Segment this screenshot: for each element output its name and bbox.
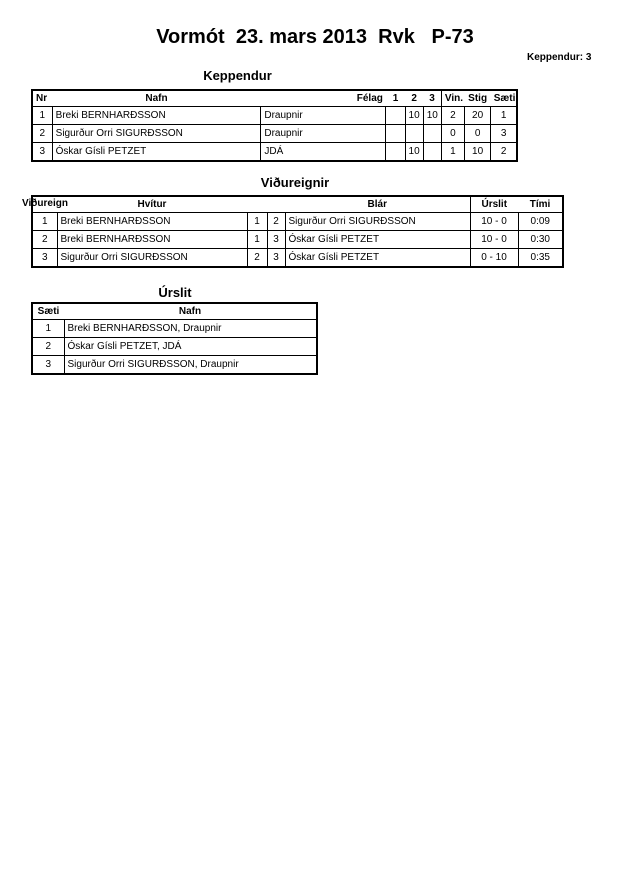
cell-match-nr: 3 <box>32 249 57 268</box>
col-header-saeti: Sæti <box>32 303 64 320</box>
cell-blar-nr: 2 <box>267 213 285 231</box>
table-row <box>32 107 517 125</box>
cell-urslit: 0 - 10 <box>470 249 518 268</box>
table-row <box>32 249 563 268</box>
cell-round-2 <box>405 125 423 143</box>
cell-nafn: Breki BERNHARÐSSON <box>52 107 261 125</box>
table-row <box>32 231 563 249</box>
cell-blar: Óskar Gísli PETZET <box>285 231 470 249</box>
cell-felag: Draupnir <box>261 107 386 125</box>
table-row <box>32 125 517 143</box>
table-row <box>32 143 517 162</box>
vidureignir-table <box>31 195 564 268</box>
participant-count: Keppendur: 3 <box>527 52 592 63</box>
table-row <box>32 213 563 231</box>
vidureignir-header-row <box>32 196 563 213</box>
cell-nafn: Sigurður Orri SIGURÐSSON, Draupnir <box>64 356 317 375</box>
cell-nafn: Breki BERNHARÐSSON, Draupnir <box>64 320 317 338</box>
col-header-round-3: 3 <box>423 90 441 107</box>
cell-felag: Draupnir <box>261 125 386 143</box>
cell-timi: 0:35 <box>518 249 563 268</box>
table-row <box>32 356 317 375</box>
urslit-table <box>31 302 318 375</box>
cell-blar-nr: 3 <box>267 249 285 268</box>
col-header-nr: Nr <box>32 90 52 107</box>
cell-match-nr: 1 <box>32 213 57 231</box>
cell-stig: 10 <box>465 143 491 162</box>
cell-timi: 0:09 <box>518 213 563 231</box>
cell-nafn: Sigurður Orri SIGURÐSSON <box>52 125 261 143</box>
table-row <box>32 338 317 356</box>
cell-round-3 <box>423 143 441 162</box>
cell-saeti: 3 <box>491 125 517 143</box>
vidureignir-heading: Viðureignir <box>260 175 330 190</box>
cell-round-2: 10 <box>405 107 423 125</box>
cell-urslit: 10 - 0 <box>470 213 518 231</box>
cell-round-1 <box>386 125 405 143</box>
col-header-saeti: Sæti <box>491 90 517 107</box>
col-header-blar: Blár <box>285 196 470 213</box>
cell-match-nr: 2 <box>32 231 57 249</box>
cell-blar: Óskar Gísli PETZET <box>285 249 470 268</box>
cell-blar-nr: 3 <box>267 231 285 249</box>
col-header-round-1: 1 <box>386 90 405 107</box>
cell-round-3 <box>423 125 441 143</box>
keppendur-heading: Keppendur <box>203 68 272 83</box>
cell-stig: 0 <box>465 125 491 143</box>
col-header-urslit: Úrslit <box>470 196 518 213</box>
col-header-vidureign: Viðureign <box>22 198 68 209</box>
cell-hvitur: Breki BERNHARÐSSON <box>57 213 247 231</box>
col-header-nafn: Nafn <box>64 303 317 320</box>
cell-vin: 2 <box>441 107 464 125</box>
col-header-hvitur: Hvítur <box>57 196 247 213</box>
cell-timi: 0:30 <box>518 231 563 249</box>
cell-urslit: 10 - 0 <box>470 231 518 249</box>
table-row <box>32 320 317 338</box>
cell-hvitur: Breki BERNHARÐSSON <box>57 231 247 249</box>
cell-vin: 0 <box>441 125 464 143</box>
cell-saeti: 3 <box>32 356 64 375</box>
cell-round-2: 10 <box>405 143 423 162</box>
col-header-stig: Stig <box>465 90 491 107</box>
cell-round-1 <box>386 143 405 162</box>
col-header-timi: Tími <box>518 196 563 213</box>
cell-hvitur-nr: 2 <box>247 249 267 268</box>
cell-hvitur: Sigurður Orri SIGURÐSSON <box>57 249 247 268</box>
col-header-felag: Félag <box>261 90 386 107</box>
cell-hvitur-nr: 1 <box>247 213 267 231</box>
cell-round-3: 10 <box>423 107 441 125</box>
cell-blar: Sigurður Orri SIGURÐSSON <box>285 213 470 231</box>
cell-round-1 <box>386 107 405 125</box>
col-header-vin: Vin. <box>441 90 464 107</box>
cell-nafn: Óskar Gísli PETZET <box>52 143 261 162</box>
keppendur-table <box>31 89 518 162</box>
urslit-heading: Úrslit <box>158 285 192 300</box>
cell-felag: JDÁ <box>261 143 386 162</box>
urslit-header-row <box>32 303 317 320</box>
cell-saeti: 2 <box>491 143 517 162</box>
col-header-round-2: 2 <box>405 90 423 107</box>
page-title: Vormót 23. mars 2013 Rvk P-73 <box>156 26 474 48</box>
keppendur-header-row <box>32 90 517 107</box>
cell-saeti: 2 <box>32 338 64 356</box>
cell-nafn: Óskar Gísli PETZET, JDÁ <box>64 338 317 356</box>
col-header-nafn: Nafn <box>52 90 261 107</box>
cell-hvitur-nr: 1 <box>247 231 267 249</box>
cell-stig: 20 <box>465 107 491 125</box>
cell-saeti: 1 <box>32 320 64 338</box>
cell-nr: 1 <box>32 107 52 125</box>
cell-vin: 1 <box>441 143 464 162</box>
cell-nr: 2 <box>32 125 52 143</box>
cell-saeti: 1 <box>491 107 517 125</box>
cell-nr: 3 <box>32 143 52 162</box>
